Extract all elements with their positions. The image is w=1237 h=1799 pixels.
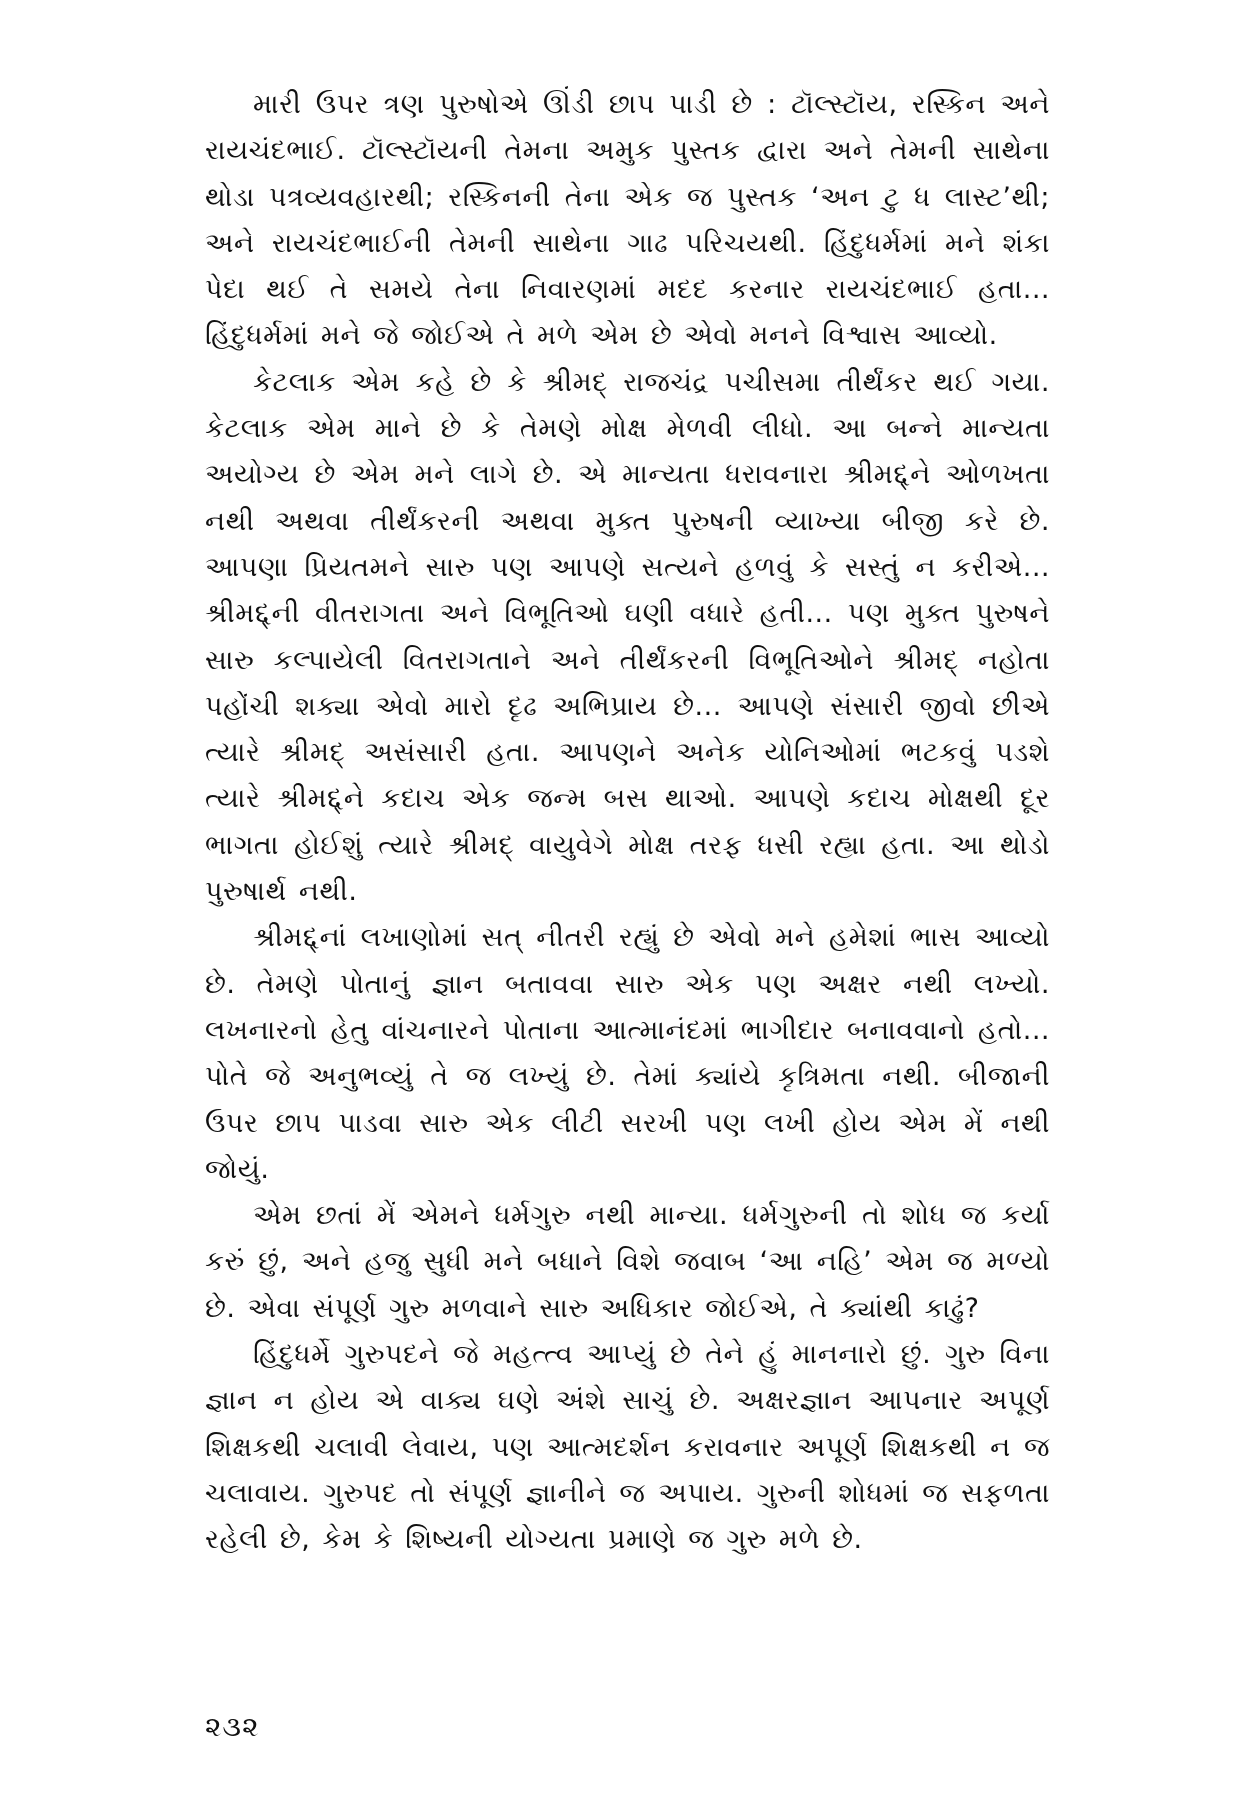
paragraph-1: મારી ઉપર ત્રણ પુરુષોએ ઊંડી છાપ પાડી છે : ટૉલ્સ્ટૉય, રસ્કિન અને રાયચંદભાઈ. ટૉલ્સ્ટૉયની તેમના અમુક પુસ્તક દ્વારા અને તેમની સાથેના થોડા પત્રવ્યવહારથી; રસ્કિનની તેના એક જ પુસ્તક ‘અન ટુ ધ લાસ્ટ’થી; અને રાયચંદભાઈની તેમની સાથેના ગાઢ પરિચયથી. હિંદુધર્મમાં મને શંકા પેદા થઈ તે સમયે તેના નિવારણમાં મદદ કરનાર રાયચંદભાઈ હતા... હિંદુધર્મમાં મને જે જોઈએ તે મળે એમ છે એવો મનને વિશ્વાસ આવ્યો.: [205, 89, 1050, 352]
paragraph-2: કેટલાક એમ કહે છે કે શ્રીમદ્ રાજચંદ્ર પચીસમા તીર્થંકર થઈ ગયા. કેટલાક એમ માને છે કે તેમણે મોક્ષ મેળવી લીધો. આ બન્ને માન્યતા અયોગ્ય છે એમ મને લાગે છે. એ માન્યતા ધરાવનારા શ્રીમદ્દ્ને ઓળખતા નથી અથવા તીર્થંકરની અથવા મુક્ત પુરુષની વ્યાખ્યા બીજી કરે છે. આપણા પ્રિયતમને સારુ પણ આપણે સત્યને હળવું કે સસ્તું ન કરીએ... શ્રીમદ્દ્ની વીતરાગતા અને વિભૂતિઓ ઘણી વધારે હતી... પણ મુક્ત પુરુષને સારુ કલ્પાયેલી વિતરાગતાને અને તીર્થંકરની વિભૂતિઓને શ્રીમદ્ નહોતા પહોંચી શક્યા એવો મારો દૃઢ અભિપ્રાય છે... આપણે સંસારી જીવો છીએ ત્યારે શ્રીમદ્ અસંસારી હતા. આપણને અનેક યોનિઓમાં ભટકવું પડશે ત્યારે શ્રીમદ્દ્ને કદાચ એક જન્મ બસ થાઓ. આપણે કદાચ મોક્ષથી દૂર ભાગતા હોઈશું ત્યારે શ્રીમદ્ વાયુવેગે મોક્ષ તરફ ધસી રહ્યા હતા. આ થોડો પુરુષાર્થ નથી.: [205, 366, 1050, 908]
paragraph-4: એમ છતાં મેં એમને ધર્મગુરુ નથી માન્યા. ધર્મગુરુની તો શોધ જ કર્યા કરું છું, અને હજુ સુધી મને બધાને વિશે જવાબ ‘આ નહિ’ એમ જ મળ્યો છે. એવા સંપૂર્ણ ગુરુ મળવાને સારુ અધિકાર જોઈએ, તે ક્યાંથી કાઢું?: [205, 1200, 1050, 1324]
paragraph-5: હિંદુધર્મે ગુરુપદને જે મહત્ત્વ આપ્યું છે તેને હું માનનારો છું. ગુરુ વિના જ્ઞાન ન હોય એ વાક્ય ઘણે અંશે સાચું છે. અક્ષરજ્ઞાન આપનાર અપૂર્ણ શિક્ષકથી ચલાવી લેવાય, પણ આત્મદર્શન કરાવનાર અપૂર્ણ શિક્ષકથી ન જ ચલાવાય. ગુરુપદ તો સંપૂર્ણ જ્ઞાનીને જ અપાય. ગુરુની શોધમાં જ સફળતા રહેલી છે, કેમ કે શિષ્યની યોગ્યતા પ્રમાણે જ ગુરુ મળે છે.: [205, 1339, 1050, 1556]
paragraph-3: શ્રીમદ્દ્નાં લખાણોમાં સત્ નીતરી રહ્યું છે એવો મને હમેશાં ભાસ આવ્યો છે. તેમણે પોતાનું જ્ઞાન બતાવવા સારુ એક પણ અક્ષર નથી લખ્યો. લખનારનો હેતુ વાંચનારને પોતાના આત્માનંદમાં ભાગીદાર બનાવવાનો હતો... પોતે જે અનુભવ્યું તે જ લખ્યું છે. તેમાં ક્યાંયે કૃત્રિમતા નથી. બીજાની ઉપર છાપ પાડવા સારુ એક લીટી સરખી પણ લખી હોય એમ મેં નથી જોયું.: [205, 922, 1050, 1185]
page-number: ૨૩૨: [205, 1710, 260, 1743]
body-text: [205, 82, 1050, 1564]
